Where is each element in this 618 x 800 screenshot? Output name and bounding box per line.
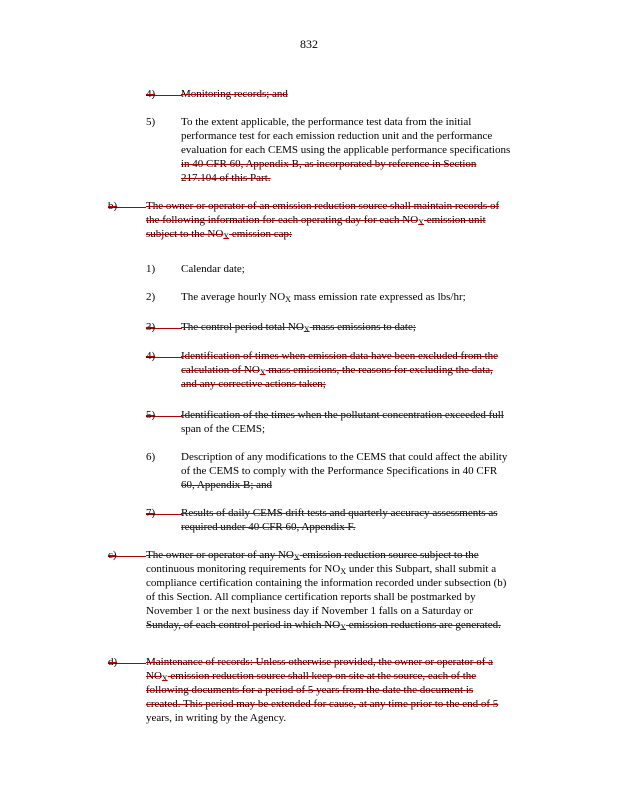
item-line: Identification of times when emission data have been excluded from the xyxy=(181,350,499,362)
item-line: in 40 CFR 60, Appendix B, as incorporated by reference in Section xyxy=(181,158,477,170)
subsection-line: The owner or operator of an emission reduction source shall maintain records of xyxy=(146,200,500,212)
item-text: The average hourly $NO_X$ mass emission rate expressed as lbs/hr; xyxy=(181,291,466,304)
item-label: 6) xyxy=(146,451,156,463)
item-label: 7) xyxy=(146,507,156,519)
subsection-line: of this Section. All compliance certification reports shall be postmarked by xyxy=(146,591,476,603)
item-label: 5) xyxy=(146,409,156,421)
item-line: 60, Appendix B; and xyxy=(181,479,273,491)
item-line: evaluation for each CEMS using the applicable performance specifications xyxy=(181,144,511,156)
item-label: 3) xyxy=(146,321,156,333)
subsection-line: The owner or operator of any $NO_X$ emission reduction source subject to the xyxy=(146,549,479,562)
item-line: To the extent applicable, the performance test data from the initial xyxy=(181,116,472,128)
item-text: The control period total $NO_X$ mass emissions to date; xyxy=(181,321,416,334)
item-label: 4) xyxy=(146,350,156,362)
item-label: 1) xyxy=(146,263,156,275)
page-number: 832 xyxy=(300,37,318,51)
subsection-line: the following information for each operating day for each $NO_X$ emission unit xyxy=(146,214,486,227)
subsection-line: continuous monitoring requirements for $NO_X$ under this Subpart, shall submit a xyxy=(146,563,497,576)
subsection-line: following documents for a period of 5 years from the date the document is xyxy=(146,684,474,696)
item-line: calculation of $NO_X$ mass emissions, the reasons for excluding the data, xyxy=(181,364,493,377)
subsection-line: November 1 or the next business day if November 1 falls on a Saturday or xyxy=(146,605,473,617)
item-line: performance test for each emission reduction unit and the performance xyxy=(181,130,493,142)
item-text: Monitoring records; and xyxy=(181,88,288,100)
subsection-line: subject to the $NO_X$ emission cap: xyxy=(146,228,293,241)
item-line: Identification of the times when the pollutant concentration exceeded full xyxy=(181,409,504,421)
item-text: Calendar date; xyxy=(181,263,245,275)
item-line: required under 40 CFR 60, Appendix F. xyxy=(181,521,356,533)
subsection-label: b) xyxy=(108,200,118,212)
item-line: span of the CEMS; xyxy=(181,423,266,435)
item-line: Description of any modifications to the CEMS that could affect the ability xyxy=(181,451,508,463)
item-label: 2) xyxy=(146,291,156,303)
subsection-label: d) xyxy=(108,656,118,668)
item-label: 4) xyxy=(146,88,156,100)
subsection-line: Sunday, of each control period in which $NO_X$ emission reductions are generated. xyxy=(146,619,501,632)
subsection-line: $NO_X$ emission reduction source shall keep on site at the source, each of the xyxy=(146,670,477,683)
item-line: Results of daily CEMS drift tests and quarterly accuracy assessments as xyxy=(181,507,498,519)
item-line: 217.104 of this Part. xyxy=(181,172,271,184)
subsection-line: years, in writing by the Agency. xyxy=(146,712,287,724)
subsection-label: c) xyxy=(108,549,117,561)
item-label: 5) xyxy=(146,116,156,128)
item-line: of the CEMS to comply with the Performance Specifications in 40 CFR xyxy=(181,465,498,477)
subsection-line: compliance certification containing the information recorded under subsection (b) xyxy=(146,577,507,589)
item-line: and any corrective actions taken; xyxy=(181,378,326,390)
subsection-line: created. This period may be extended for cause, at any time prior to the end of 5 xyxy=(146,698,499,710)
subsection-line: Maintenance of records: Unless otherwise provided, the owner or operator of a xyxy=(146,656,493,668)
